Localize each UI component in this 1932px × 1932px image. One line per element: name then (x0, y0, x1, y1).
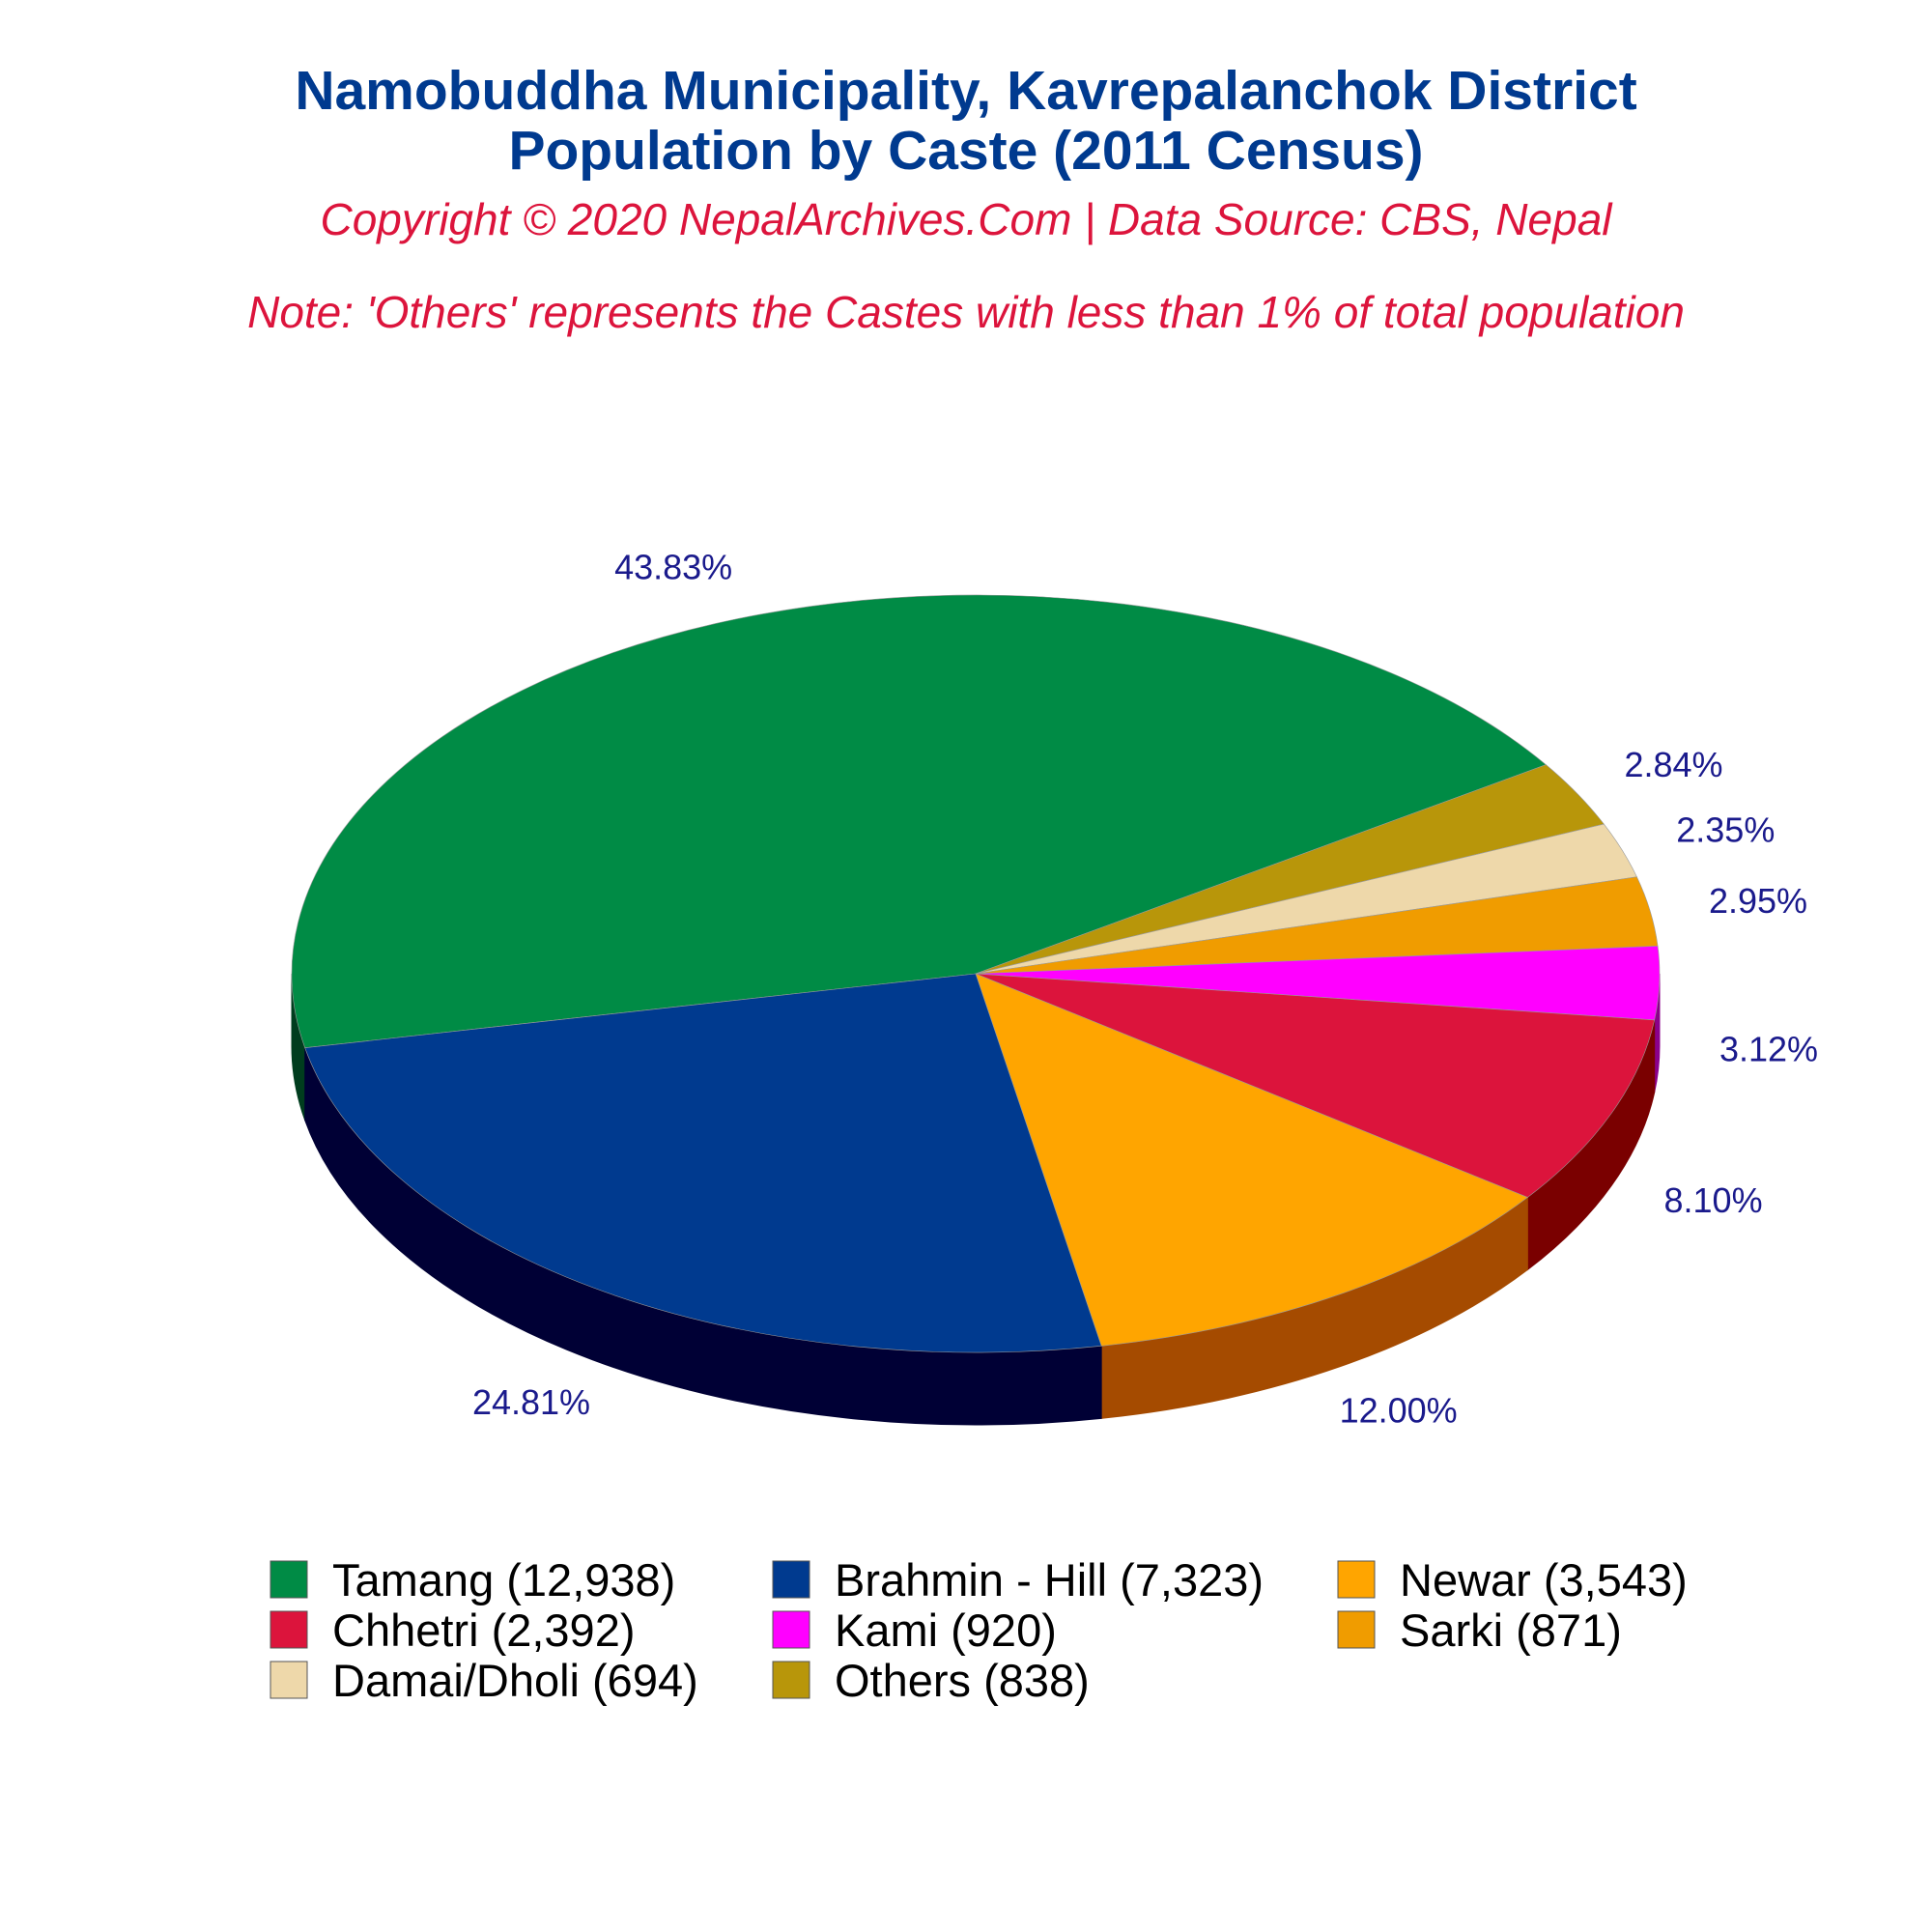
percent-label-brahmin-hill: 24.81% (471, 1382, 591, 1423)
legend-label-damai-dholi: Damai/Dholi (694) (332, 1655, 698, 1706)
legend-item-kami (773, 1605, 1057, 1656)
legend-swatch-brahmin-hill (773, 1561, 810, 1598)
legend-label-chhetri: Chhetri (2,392) (332, 1605, 636, 1656)
percent-label-tamang: 43.83% (614, 547, 733, 587)
legend-item-damai-dholi (270, 1655, 698, 1706)
percent-label-kami: 3.12% (1719, 1029, 1819, 1069)
legend-swatch-tamang (270, 1561, 307, 1598)
legend-swatch-kami (773, 1611, 810, 1648)
legend-swatch-newar (1338, 1561, 1375, 1598)
legend-swatch-damai-dholi (270, 1662, 307, 1698)
legend-label-others: Others (838) (835, 1655, 1090, 1706)
chart-title-line-2: Population by Caste (2011 Census) (508, 120, 1424, 182)
legend-item-tamang (270, 1554, 675, 1605)
percent-label-chhetri: 8.10% (1663, 1179, 1763, 1220)
legend-label-sarki: Sarki (871) (1400, 1605, 1622, 1656)
legend-swatch-chhetri (270, 1611, 307, 1648)
percent-label-newar: 12.00% (1339, 1390, 1458, 1431)
legend-item-brahmin-hill (773, 1554, 1264, 1605)
legend-item-newar (1338, 1554, 1688, 1605)
legend-label-tamang: Tamang (12,938) (332, 1554, 676, 1605)
percent-label-sarki: 2.95% (1708, 880, 1808, 921)
percent-label-others: 2.84% (1624, 744, 1723, 784)
pie-slices (292, 595, 1660, 1352)
legend-label-kami: Kami (920) (835, 1605, 1057, 1656)
chart-note: Note: 'Others' represents the Castes with less than 1% of total population (247, 287, 1685, 337)
legend-item-chhetri (270, 1605, 636, 1656)
legend-item-others (773, 1655, 1090, 1706)
chart-title: Namobuddha Municipality, Kavrepalanchok District (295, 60, 1637, 122)
legend-label-newar: Newar (3,543) (1400, 1554, 1688, 1605)
legend-item-sarki (1338, 1605, 1622, 1656)
chart-subtitle: Copyright © 2020 NepalArchives.Com | Data Source: CBS, Nepal (320, 194, 1612, 244)
percent-label-damai-dholi: 2.35% (1676, 810, 1776, 850)
legend-label-brahmin-hill: Brahmin - Hill (7,323) (835, 1554, 1264, 1605)
legend-swatch-others (773, 1662, 810, 1698)
legend (270, 1554, 1688, 1706)
legend-swatch-sarki (1338, 1611, 1375, 1648)
